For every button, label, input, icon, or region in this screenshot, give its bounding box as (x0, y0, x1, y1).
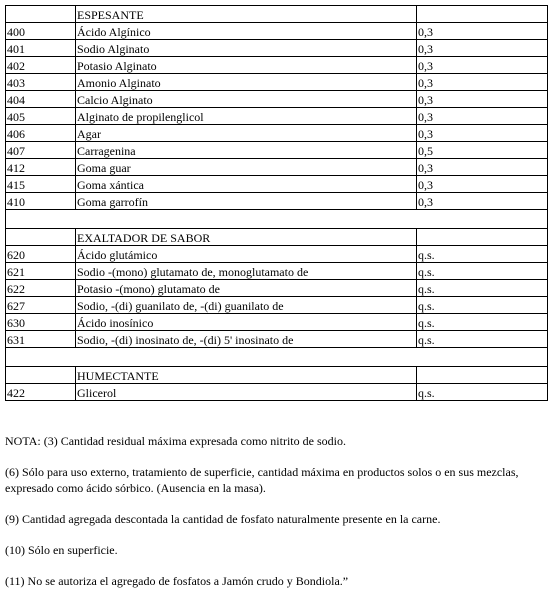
ins-code: 622 (6, 280, 76, 297)
max-value: 0,3 (417, 40, 548, 57)
ins-code: 631 (6, 331, 76, 348)
table-row (6, 57, 548, 74)
ins-code: 627 (6, 297, 76, 314)
note-3: NOTA: (3) Cantidad residual máxima expresada como nitrito de sodio. (5, 434, 346, 448)
table-row (6, 280, 548, 297)
ins-code: 403 (6, 74, 76, 91)
ins-code: 406 (6, 125, 76, 142)
notes-section (5, 433, 555, 604)
ins-code: 412 (6, 159, 76, 176)
spacer-row (6, 348, 548, 367)
header-value-cell (417, 6, 548, 23)
max-value: q.s. (417, 280, 548, 297)
max-value: q.s. (417, 384, 548, 401)
max-value: 0,5 (417, 142, 548, 159)
ins-code: 401 (6, 40, 76, 57)
max-value: 0,3 (417, 74, 548, 91)
table-row (6, 23, 548, 40)
additive-name: Sodio, -(di) guanilato de, -(di) guanilato de (76, 297, 417, 314)
additive-name: Sodio, -(di) inosinato de, -(di) 5' inosinato de (76, 331, 417, 348)
additive-name: Ácido inosínico (76, 314, 417, 331)
table-row (6, 159, 548, 176)
ins-code: 422 (6, 384, 76, 401)
ins-code: 404 (6, 91, 76, 108)
section-header-exaltador: EXALTADOR DE SABOR (76, 229, 417, 246)
max-value: q.s. (417, 297, 548, 314)
ins-code: 630 (6, 314, 76, 331)
additive-name: Glicerol (76, 384, 417, 401)
ins-code: 405 (6, 108, 76, 125)
max-value: 0,3 (417, 57, 548, 74)
note-6: (6) Sólo para uso externo, tratamiento de superficie, cantidad máxima en productos solos o en sus mezclas, expresado como ácido sórbico. (Ausencia en la masa). (5, 465, 519, 495)
max-value: 0,3 (417, 108, 548, 125)
max-value: 0,3 (417, 91, 548, 108)
header-code-cell (6, 229, 76, 246)
additive-name: Potasio -(mono) glutamato de (76, 280, 417, 297)
table-row (6, 314, 548, 331)
ins-code: 400 (6, 23, 76, 40)
table-row (6, 176, 548, 193)
additive-name: Sodio Alginato (76, 40, 417, 57)
max-value: 0,3 (417, 125, 548, 142)
spacer-cell (6, 348, 548, 367)
table-row (6, 246, 548, 263)
additive-name: Ácido Algínico (76, 23, 417, 40)
additive-name: Carragenina (76, 142, 417, 159)
max-value: q.s. (417, 263, 548, 280)
header-code-cell (6, 6, 76, 23)
additive-name: Goma xántica (76, 176, 417, 193)
additive-name: Agar (76, 125, 417, 142)
header-value-cell (417, 367, 548, 384)
header-code-cell (6, 367, 76, 384)
note-9: (9) Cantidad agregada descontada la cantidad de fosfato naturalmente presente en la carne. (5, 512, 441, 526)
note-11: (11) No se autoriza el agregado de fosfatos a Jamón crudo y Bondiola.” (5, 574, 349, 588)
table-row (6, 40, 548, 57)
max-value: 0,3 (417, 159, 548, 176)
ins-code: 415 (6, 176, 76, 193)
max-value: q.s. (417, 331, 548, 348)
table-row (6, 142, 548, 159)
table-row (6, 108, 548, 125)
table-row (6, 74, 548, 91)
table-row (6, 193, 548, 210)
table-row (6, 91, 548, 108)
max-value: 0,3 (417, 176, 548, 193)
table-row (6, 297, 548, 314)
max-value: 0,3 (417, 23, 548, 40)
max-value: q.s. (417, 246, 548, 263)
ins-code: 407 (6, 142, 76, 159)
additive-name: Calcio Alginato (76, 91, 417, 108)
spacer-cell (6, 210, 548, 229)
section-header-humectante: HUMECTANTE (76, 367, 417, 384)
ins-code: 621 (6, 263, 76, 280)
note-10: (10) Sólo en superficie. (5, 543, 118, 557)
additives-table (5, 5, 548, 401)
section-header-row (6, 229, 548, 246)
additive-name: Amonio Alginato (76, 74, 417, 91)
additive-name: Ácido glutámico (76, 246, 417, 263)
table-row (6, 125, 548, 142)
section-header-row (6, 367, 548, 384)
additive-name: Potasio Alginato (76, 57, 417, 74)
section-header-row (6, 6, 548, 23)
spacer-row (6, 210, 548, 229)
ins-code: 402 (6, 57, 76, 74)
ins-code: 620 (6, 246, 76, 263)
additive-name: Sodio -(mono) glutamato de, monoglutamato de (76, 263, 417, 280)
section-header-espesante: ESPESANTE (76, 6, 417, 23)
additive-name: Alginato de propilenglicol (76, 108, 417, 125)
table-row (6, 263, 548, 280)
table-row (6, 384, 548, 401)
additive-name: Goma garrofín (76, 193, 417, 210)
max-value: 0,3 (417, 193, 548, 210)
additive-name: Goma guar (76, 159, 417, 176)
header-value-cell (417, 229, 548, 246)
max-value: q.s. (417, 314, 548, 331)
table-row (6, 331, 548, 348)
ins-code: 410 (6, 193, 76, 210)
